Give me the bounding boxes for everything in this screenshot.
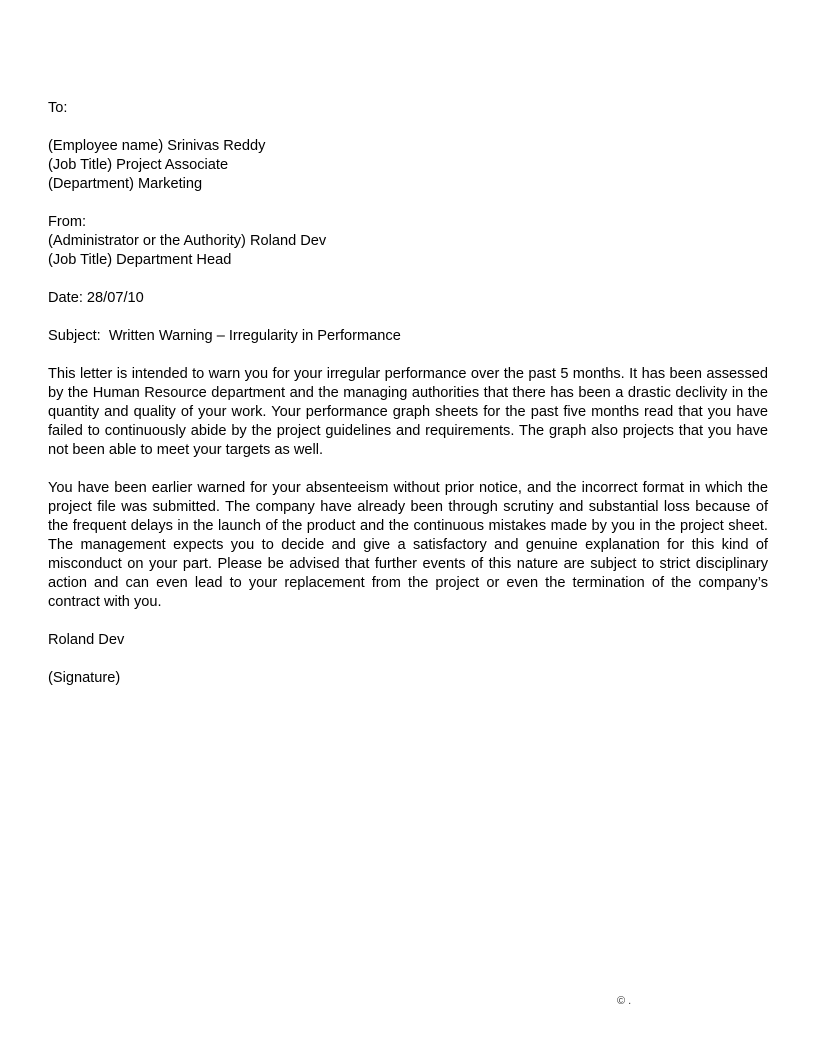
letter-subject: Subject: Written Warning – Irregularity in Performance: [48, 328, 401, 344]
signature-placeholder: (Signature): [48, 670, 121, 686]
from-section: [48, 213, 768, 270]
recipient-department: (Department) Marketing: [48, 176, 203, 192]
to-label: To:: [48, 100, 68, 116]
date-section: [48, 289, 768, 308]
recipient-employee-name: (Employee name) Srinivas Reddy: [48, 138, 266, 154]
from-label: From:: [48, 214, 87, 230]
body-paragraph-1: This letter is intended to warn you for your irregular performance over the past 5 months. It has been assessed by the Human Resource department and the managing authorities that there has been a drastic declivity in the quantity and quality of your work. Your performance graph sheets for the past five months read that you have failed to continuously abide by the project guidelines and requirements. The graph also projects that you have not been able to meet your targets as well.: [48, 366, 768, 458]
footer-copyright: © .: [617, 995, 632, 1007]
recipient-job-title: (Job Title) Project Associate: [48, 157, 229, 173]
letter-document: [48, 99, 768, 707]
recipient-details: [48, 137, 768, 194]
sender-job-title: (Job Title) Department Head: [48, 252, 232, 268]
sender-authority: (Administrator or the Authority) Roland Dev: [48, 233, 327, 249]
body-paragraph-2: You have been earlier warned for your absenteeism without prior notice, and the incorrect format in which the project file was submitted. The company have already been through scrutiny and substantial loss because of the frequent delays in the launch of the product and the continuous mistakes made by you in the project sheet. The management expects you to decide and give a satisfactory and genuine explanation for this kind of misconduct on your part. Please be advised that further events of this nature are subject to strict disciplinary action and can even lead to your replacement from the project or even the termination of the company’s contract with you.: [48, 480, 768, 610]
closing-name-section: [48, 631, 768, 650]
to-section: [48, 99, 768, 118]
subject-section: [48, 327, 768, 346]
signature-section: [48, 669, 768, 688]
closing-name: Roland Dev: [48, 632, 125, 648]
letter-date: Date: 28/07/10: [48, 290, 144, 306]
